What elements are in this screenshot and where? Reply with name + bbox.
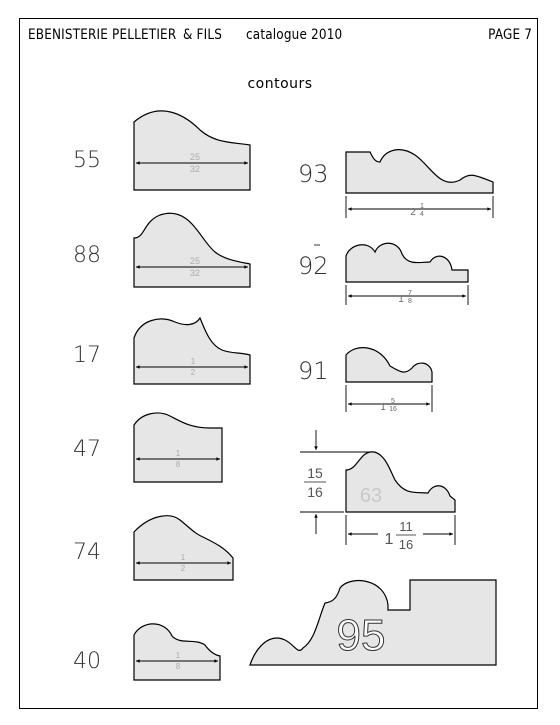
header-company: EBENISTERIE PELLETIER	[28, 27, 177, 43]
dim-63-den: 16	[398, 537, 414, 552]
profile-shape-93	[346, 150, 493, 193]
dim-47-num: 1	[175, 449, 181, 458]
profile-label-93: 93	[298, 160, 329, 188]
dim-63-height-num: 15	[307, 465, 323, 481]
header-catalogue: catalogue 2010	[246, 27, 343, 43]
profile-label-91: 91	[298, 357, 329, 385]
profile-shape-91	[346, 348, 432, 382]
dim-88-den: 32	[189, 268, 201, 278]
profile-label-88: 88	[73, 243, 101, 268]
dim-63-whole: 1	[384, 531, 394, 548]
profile-label-17: 17	[73, 343, 101, 368]
dim-92-num: 7	[408, 290, 412, 297]
dim-93-num: 1	[420, 203, 424, 210]
profile-label-92: 92	[298, 252, 329, 280]
profile-label-74: 74	[73, 540, 101, 565]
dim-47-den: 8	[175, 460, 181, 469]
dim-40-den: 8	[175, 662, 181, 671]
dim-92-den: 8	[408, 298, 412, 305]
dim-55-den: 32	[189, 164, 201, 174]
dim-92-whole: 1	[398, 294, 404, 305]
profile-label-95: 95	[336, 611, 386, 660]
dim-93-den: 4	[420, 211, 424, 218]
profile-label-63: 63	[359, 485, 383, 507]
dim-17-den: 2	[190, 368, 196, 377]
dim-74-num: 1	[180, 553, 186, 562]
header-page-number: PAGE 7	[488, 27, 532, 43]
profile-shape-55	[134, 111, 250, 190]
dim-74-den: 2	[180, 564, 186, 573]
profile-label-55: 55	[73, 148, 101, 173]
dim-55-num: 25	[189, 152, 201, 162]
dim-91-den: 16	[389, 406, 397, 413]
section-title: contours	[247, 76, 313, 92]
profile-shape-47	[134, 413, 222, 482]
profile-label-47: 47	[73, 437, 101, 462]
dim-63-num: 11	[399, 519, 413, 534]
profile-shape-92	[346, 243, 468, 282]
dim-93-whole: 2	[410, 207, 416, 218]
dim-40-num: 1	[175, 651, 181, 660]
header-fils: & FILS	[183, 27, 223, 43]
profile-label-40: 40	[73, 649, 101, 674]
dim-91-whole: 1	[380, 402, 386, 413]
dim-63-height-den: 16	[307, 484, 323, 500]
dim-17-num: 1	[190, 357, 196, 366]
dim-91-num: 5	[391, 398, 395, 405]
dim-88-num: 25	[189, 256, 201, 266]
